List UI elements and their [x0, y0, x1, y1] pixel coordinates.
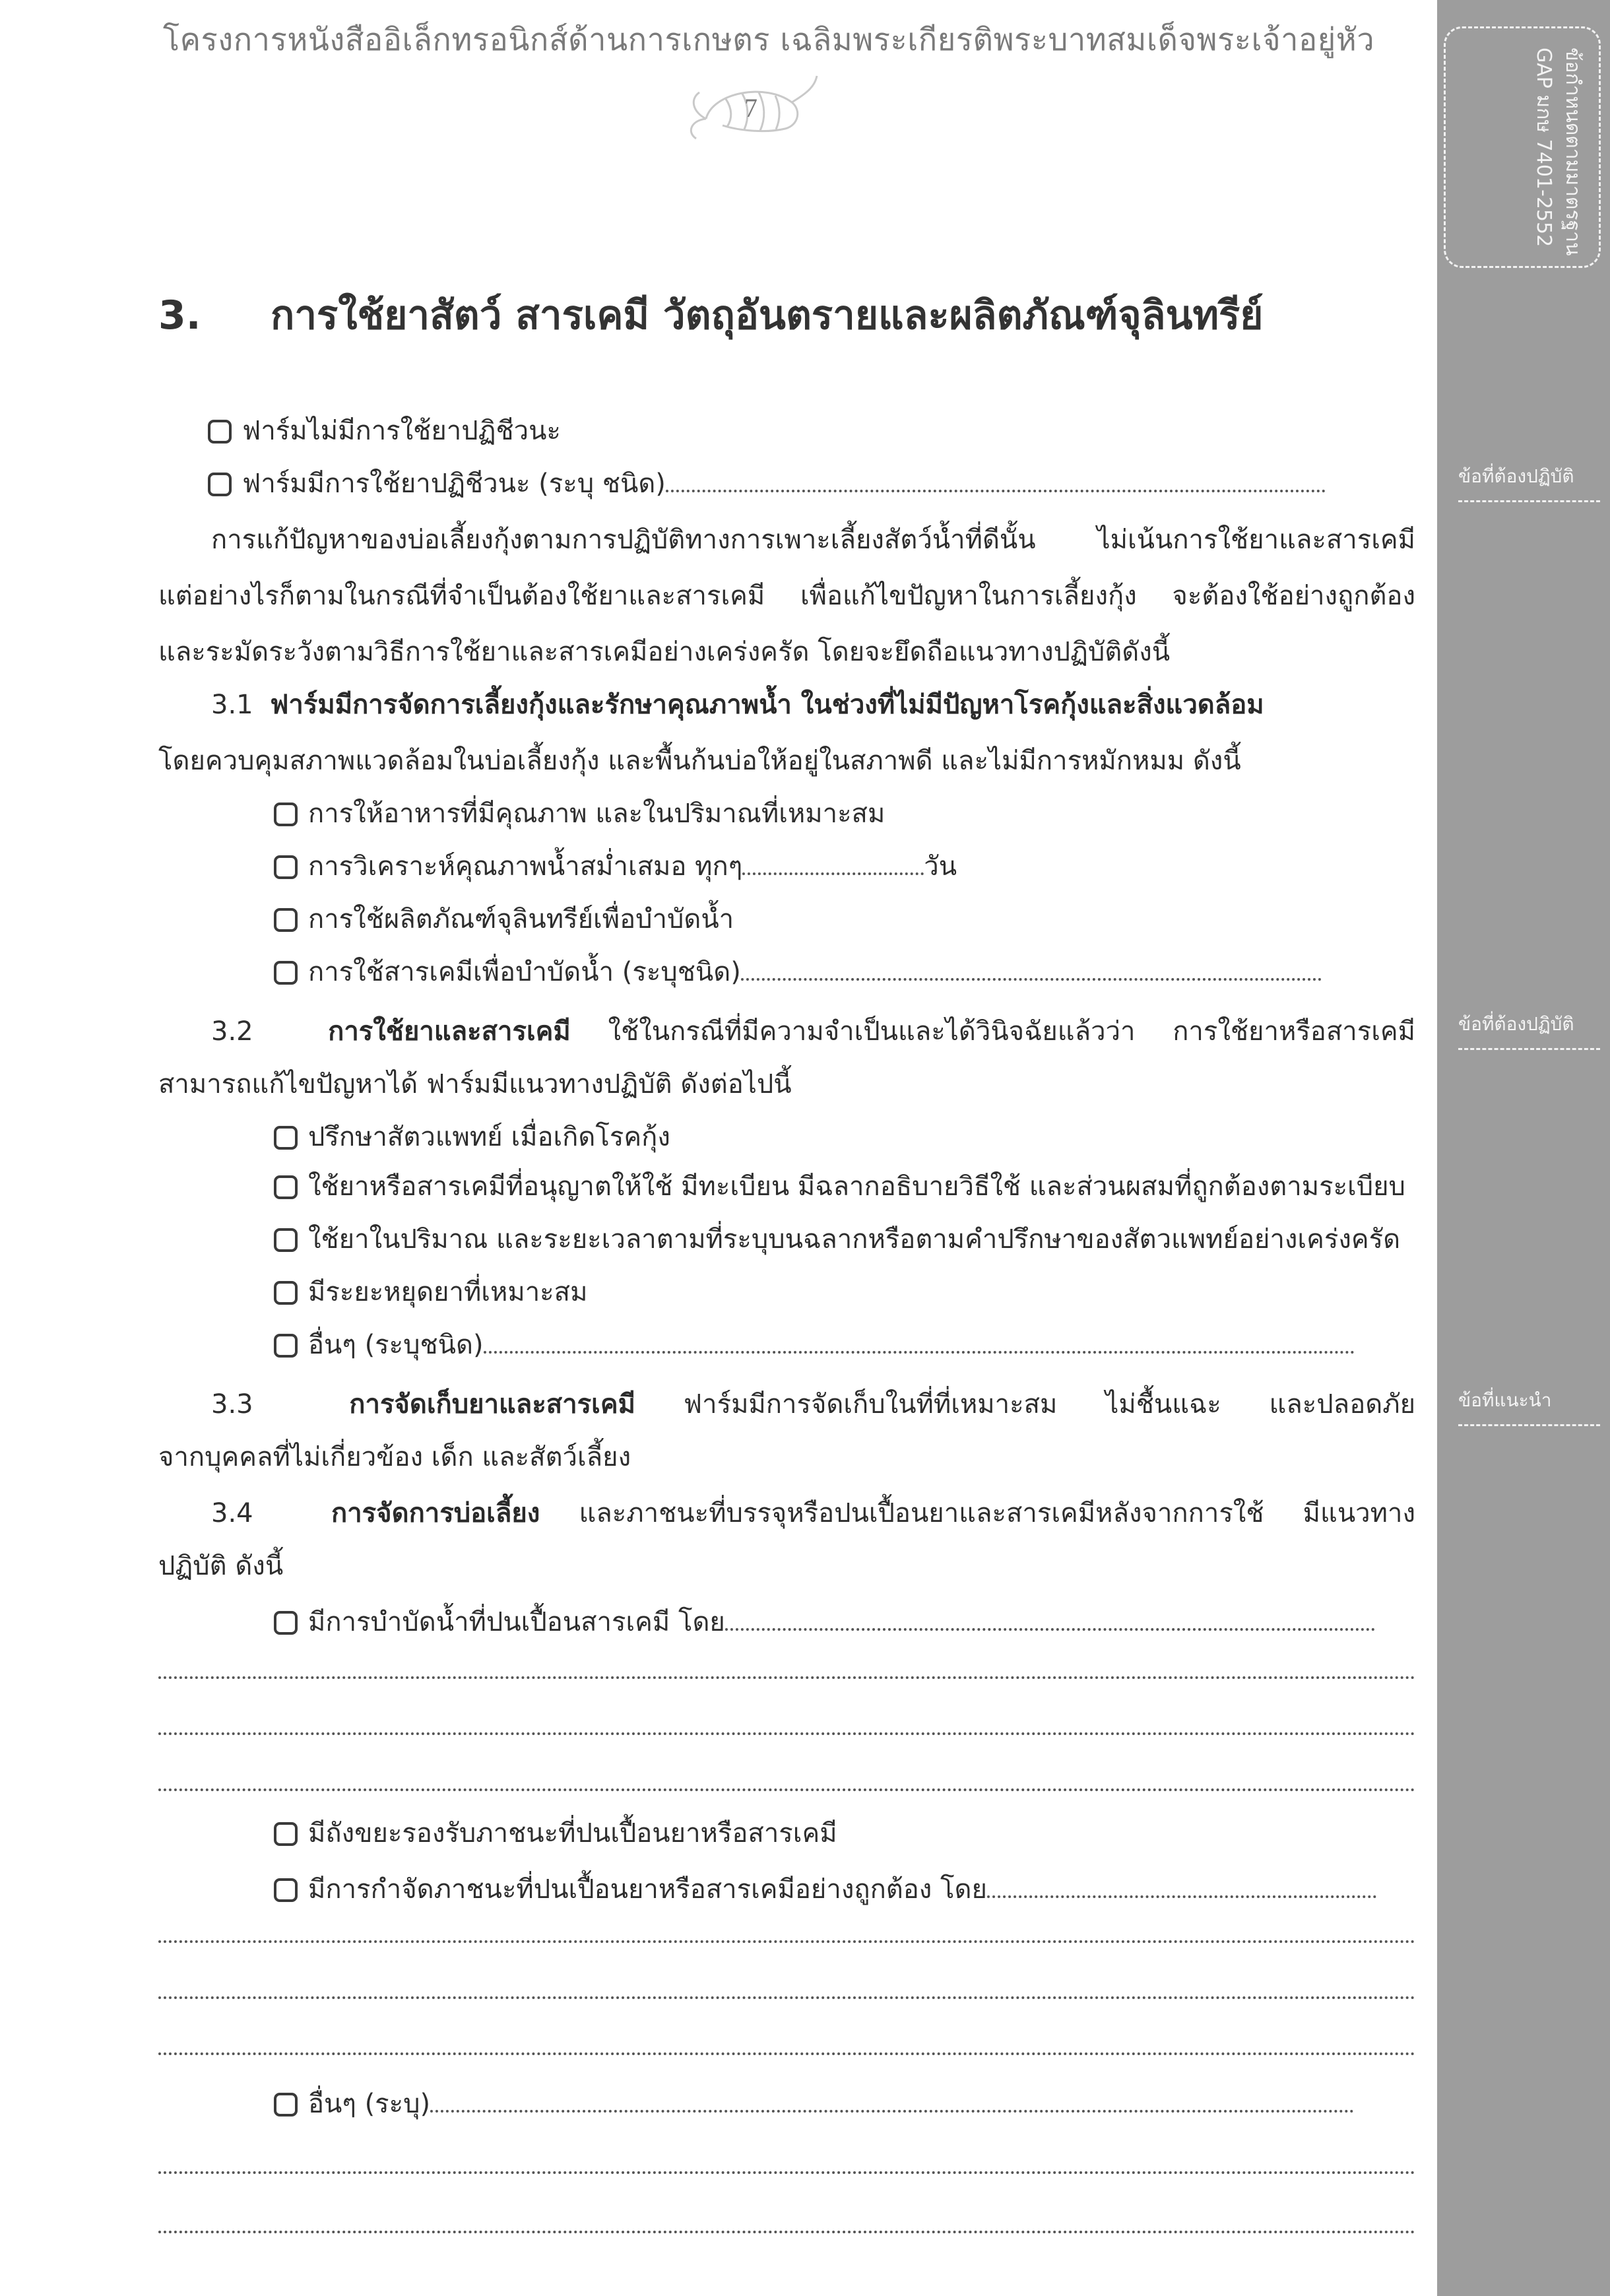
answer-line[interactable]: [158, 1996, 1415, 1999]
side-margin-bar: [1437, 0, 1610, 2296]
s31-item-4: การใช้สารเคมีเพื่อบำบัดน้ำ (ระบุชนิด): [274, 950, 1322, 993]
s31-item-3: การใช้ผลิตภัณฑ์จุลินทรีย์เพื่อบำบัดน้ำ: [274, 898, 734, 940]
s32-item-4: มีระยะหยุดยาที่เหมาะสม: [274, 1270, 587, 1313]
s31-item-2: การวิเคราะห์คุณภาพน้ำสม่ำเสมอ ทุกๆ วัน: [274, 845, 957, 887]
subsection-3-1-heading: 3.1 ฟาร์มมีการจัดการเลี้ยงกุ้งและรักษาคุณภาพน้ำ ในช่วงที่ไม่มีปัญหาโรคกุ้งและสิ่งแวดล้อม: [211, 690, 1264, 720]
s32-item-3: ใช้ยาในปริมาณ และระยะเวลาตามที่ระบุบนฉลากหรือตามคำปรึกษาของสัตวแพทย์อย่างเคร่งครัด: [274, 1218, 1400, 1260]
answer-line[interactable]: [158, 2052, 1415, 2055]
checkbox[interactable]: [274, 1334, 298, 1358]
checkbox[interactable]: [208, 420, 232, 443]
section-heading: การใช้ยาสัตว์ สารเคมี วัตถุอันตรายและผลิตภัณฑ์จุลินทรีย์: [271, 292, 1264, 339]
checkbox[interactable]: [274, 1228, 298, 1252]
page-number: 7: [744, 93, 757, 123]
checkbox[interactable]: [208, 473, 232, 496]
s32-item-2: ใช้ยาหรือสารเคมีที่อนุญาตให้ใช้ มีทะเบียน มีฉลากอธิบายวิธีใช้ และส่วนผสมที่ถูกต้องตามระเบียบ: [274, 1165, 1405, 1207]
answer-line[interactable]: [158, 1788, 1415, 1791]
checkbox[interactable]: [274, 961, 298, 985]
answer-line[interactable]: [158, 2231, 1415, 2233]
checkbox[interactable]: [274, 1878, 298, 1902]
checkbox[interactable]: [274, 1611, 298, 1635]
answer-line[interactable]: [158, 1940, 1415, 1943]
checkbox[interactable]: [274, 1822, 298, 1846]
subsection-3-3-heading: 3.3 การจัดเก็บยาและสารเคมี ฟาร์มมีการจัดเก็บในที่ที่เหมาะสม ไม่ชื้นแฉะ และปลอดภัย: [211, 1389, 1416, 1420]
checkbox[interactable]: [274, 1175, 298, 1199]
subsection-3-1-cont: โดยควบคุมสภาพแวดล้อมในบ่อเลี้ยงกุ้ง และพื้นก้นบ่อให้อยู่ในสภาพดี และไม่มีการหมักหมม ดังนี้: [158, 746, 1241, 776]
fill-in-blank[interactable]: [987, 1878, 1376, 1898]
subsection-3-3-cont: จากบุคคลที่ไม่เกี่ยวข้อง เด็ก และสัตว์เลี้ยง: [158, 1442, 631, 1472]
checkbox[interactable]: [274, 908, 298, 932]
option-no-antibiotic: ฟาร์มไม่มีการใช้ยาปฏิชีวนะ: [208, 409, 561, 451]
checkbox[interactable]: [274, 855, 298, 879]
subsection-3-2-cont: สามารถแก้ไขปัญหาได้ ฟาร์มมีแนวทางปฏิบัติ ดังต่อไปนี้: [158, 1069, 792, 1099]
fill-in-blank[interactable]: [484, 1334, 1355, 1354]
standard-reference-line2: GAP มกษ 7401-2552: [1532, 48, 1555, 247]
section-title: [158, 284, 1263, 346]
intro-line-1: การแก้ปัญหาของบ่อเลี้ยงกุ้งตามการปฏิบัติทางการเพาะเลี้ยงสัตว์น้ำที่ดีนั้น ไม่เน้นการใช้ยาและสารเคมี: [211, 525, 1415, 555]
answer-line[interactable]: [158, 1732, 1415, 1735]
s34-item-4: อื่นๆ (ระบุ): [274, 2082, 1354, 2124]
answer-line[interactable]: [158, 1676, 1415, 1679]
fill-in-blank[interactable]: [725, 1611, 1375, 1631]
checkbox[interactable]: [274, 2093, 298, 2116]
side-label-mandatory-2: ข้อที่ต้องปฏิบัติ: [1458, 1010, 1600, 1050]
s32-item-5: อื่นๆ (ระบุชนิด): [274, 1323, 1355, 1365]
s34-item-1: มีการบำบัดน้ำที่ปนเปื้อนสารเคมี โดย: [274, 1600, 1375, 1643]
checkbox[interactable]: [274, 1126, 298, 1150]
s32-item-1: ปรึกษาสัตวแพทย์ เมื่อเกิดโรคกุ้ง: [274, 1115, 670, 1158]
s31-item-1: การให้อาหารที่มีคุณภาพ และในปริมาณที่เหมาะสม: [274, 792, 885, 834]
section-number: 3.: [158, 292, 201, 339]
subsection-3-2-heading: 3.2 การใช้ยาและสารเคมี ใช้ในกรณีที่มีความจำเป็นและได้วินิจฉัยแล้วว่า การใช้ยาหรือสารเคมี: [211, 1016, 1415, 1047]
side-label-mandatory-1: ข้อที่ต้องปฏิบัติ: [1458, 462, 1600, 502]
s34-item-3: มีการกำจัดภาชนะที่ปนเปื้อนยาหรือสารเคมีอย่างถูกต้อง โดย: [274, 1868, 1376, 1910]
standard-reference-line1: ข้อกำหนดตามมาตรฐาน: [1561, 48, 1584, 256]
standard-reference-text: [1508, 48, 1587, 256]
fill-in-blank[interactable]: [742, 855, 924, 875]
fill-in-blank[interactable]: [430, 2093, 1354, 2113]
subsection-3-4-heading: 3.4 การจัดการบ่อเลี้ยง และภาชนะที่บรรจุหรือปนเปื้อนยาและสารเคมีหลังจากการใช้ มีแนวทาง: [211, 1498, 1415, 1528]
s34-item-2: มีถังขยะรองรับภาชนะที่ปนเปื้อนยาหรือสารเคมี: [274, 1812, 837, 1854]
intro-line-3: และระมัดระวังตามวิธีการใช้ยาและสารเคมีอย่างเคร่งครัด โดยจะยึดถือแนวทางปฏิบัติดังนี้: [158, 637, 1171, 667]
subsection-3-4-cont: ปฏิบัติ ดังนี้: [158, 1551, 284, 1581]
checkbox[interactable]: [274, 1281, 298, 1305]
fill-in-blank[interactable]: [666, 473, 1326, 492]
option-antibiotic: ฟาร์มมีการใช้ยาปฏิชีวนะ (ระบุ ชนิด): [208, 462, 1326, 504]
book-series-header: โครงการหนังสืออิเล็กทรอนิกส์ด้านการเกษตร เฉลิมพระเกียรติพระบาทสมเด็จพระเจ้าอยู่หัว: [162, 22, 1375, 58]
intro-line-2: แต่อย่างไรก็ตามในกรณีที่จำเป็นต้องใช้ยาและสารเคมี เพื่อแก้ไขปัญหาในการเลี้ยงกุ้ง จะต้องใช้อย่างถูกต้อง: [158, 581, 1415, 611]
answer-line[interactable]: [158, 2171, 1415, 2174]
checkbox[interactable]: [274, 803, 298, 826]
side-label-recommended: ข้อที่แนะนำ: [1458, 1386, 1600, 1426]
fill-in-blank[interactable]: [741, 961, 1322, 981]
